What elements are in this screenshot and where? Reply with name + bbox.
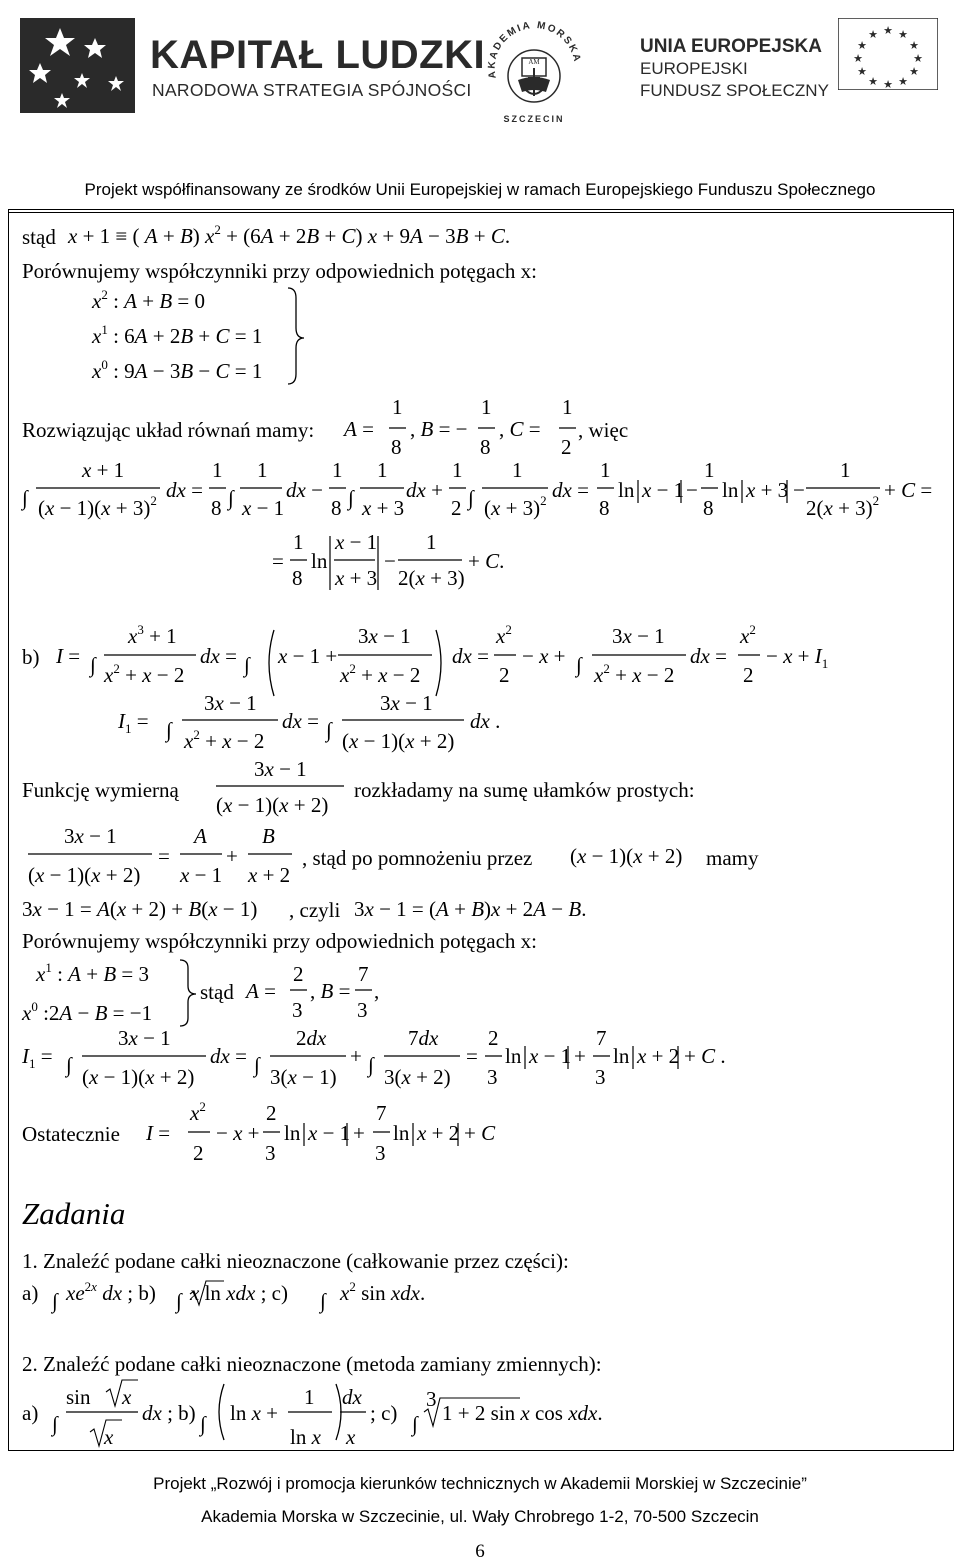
svg-text:7: 7 [596,1026,607,1050]
svg-text:dx: dx [342,1385,362,1409]
svg-text:I =: I = [56,644,81,668]
formula-integral-a-result [272,530,504,590]
stad-po-label: , stąd po pomnożeniu przez [302,846,533,870]
svg-text:2(x + 3): 2(x + 3) [398,566,465,590]
svg-text:dx =: dx = [166,478,203,502]
svg-text:★: ★ [857,39,867,52]
task-2-integrals [22,1380,603,1449]
task-1-text: 1. Znaleźć podane całki nieoznaczone (całkowanie przez części): [22,1249,569,1273]
svg-text:x − 1: x − 1 [180,863,223,887]
svg-text:dx =: dx = [210,1044,247,1068]
svg-text:2(x + 3)2: $2(x + 3)^2$ [806,493,880,520]
svg-text:★: ★ [909,39,919,52]
svg-text:1: 1 [293,530,304,554]
svg-text:★: ★ [868,28,878,41]
page-number: 6 [475,1541,485,1562]
kapital-ludzki-title: KAPITAŁ LUDZKI [150,33,486,77]
svg-text:ln: ln [505,1044,522,1068]
svg-text:1: 1 [212,458,223,482]
svg-text:dx =: dx = [552,478,589,502]
svg-text:2: 2 [193,1141,204,1165]
svg-text:2: 2 [499,663,510,687]
svg-text:B: B [262,824,275,848]
svg-text:3: 3 [487,1065,498,1089]
svg-text:★: ★ [853,52,863,65]
svg-text:∫: ∫ [320,1289,326,1313]
svg-text:x1 : A + B = 3: $x^1$ : A + B = 3 [36,960,150,986]
rozkladamy-label: rozkładamy na sumę ułamków prostych: [354,778,695,802]
svg-text:ln: ln [618,478,635,502]
svg-text:x + 3: x + 3 [746,478,789,502]
svg-text:x − 1: x − 1 [242,496,285,520]
footer-project-line: Projekt „Rozwój i promocja kierunków technicznych w Akademii Morskiej w Szczecinie” [153,1474,807,1493]
svg-text:x + 1 ≡ ( A + B) x2 + (6A +: x + 1 ≡ ( A + B) $x^2 + (6A + 2B + C) x + 9A - 3B + C$. [68,222,511,248]
svg-text:∫: ∫ [576,653,582,677]
svg-text:3: 3 [375,1141,386,1165]
eu-line1: UNIA EUROPEJSKA [640,36,822,57]
svg-text:x2 + x − 2: $x^2 + x - 2$ [340,661,421,687]
svg-text:,: , [374,979,380,1003]
svg-text:(x + 3)2: $(x + 3)^2$ [484,493,547,520]
svg-text:(x − 1)(x + 2): (x − 1)(x + 2) [28,863,141,887]
svg-text:1: 1 [600,458,611,482]
kapital-ludzki-subtitle: NARODOWA STRATEGIA SPÓJNOŚCI [152,80,472,100]
svg-text:− x + I1: − $x + I_1$ [766,644,829,671]
svg-text:x3 + 1: $x^3 + 1$ [128,622,177,648]
formula-integral-b [55,622,828,696]
svg-text:3(x + 2): 3(x + 2) [384,1065,451,1089]
svg-text:x: x [122,1385,132,1409]
svg-text:1: 1 [377,458,388,482]
svg-text:+: + [350,1044,362,1068]
svg-text:★: ★ [883,24,893,37]
svg-text:∫: ∫ [66,1053,72,1077]
czyli-label: , czyli [289,898,341,922]
svg-text:ln x +: ln x + [230,1401,279,1425]
svg-text:3x − 1: 3x − 1 [254,757,307,781]
svg-text:3: 3 [357,998,368,1022]
svg-text:∫: ∫ [326,718,332,742]
part-b-label: b) [22,645,40,669]
svg-text:x2 : A + B = 0: $x^2$ : A + B = 0 [92,287,206,313]
svg-text:x2 + x − 2: $x^2 + x - 2$ [104,661,185,687]
svg-text:3x − 1: 3x − 1 [204,691,257,715]
svg-text:AM: AM [528,58,540,66]
svg-text:(x − 1)(x + 3)2: $(x - 1)(x + 3)^2$ [38,493,157,520]
svg-text:dx =: dx = [200,644,237,668]
formula-i1-result [21,1026,726,1089]
wiec-label: , więc [578,418,629,442]
svg-text:x + 3: x + 3 [335,566,378,590]
svg-text:I1 =: $I_1$ = [118,709,149,736]
svg-text:(x − 1)(x + 2): (x − 1)(x + 2) [342,729,455,753]
svg-text:ln: ln [613,1044,630,1068]
svg-text:1: 1 [392,395,403,419]
svg-text:7dx: 7dx [408,1026,439,1050]
svg-text:dx −: dx − [286,478,323,502]
svg-text:ln: ln [393,1121,410,1145]
svg-text:8: 8 [599,496,610,520]
svg-text:★: ★ [898,75,908,88]
svg-text:2: 2 [561,435,572,459]
formula-partial-fractions [28,824,682,887]
svg-text:dx ; b): dx ; b) [142,1401,196,1425]
task-1-integrals [22,1279,425,1314]
project-cofinancing-line: Projekt współfinansowany ze środków Unii Europejskiej w ramach Europejskiego Funduszu Społecznego [84,180,876,199]
svg-text:★: ★ [857,65,867,78]
svg-text:+ C: + C [464,1121,496,1145]
svg-text:1: 1 [257,458,268,482]
svg-text:∫: ∫ [348,486,354,510]
svg-text:∫: ∫ [368,1053,374,1077]
svg-text:1: 1 [426,530,437,554]
svg-text:+ C .: + C . [684,1044,726,1068]
svg-text:★: ★ [909,65,919,78]
porownujemy-line: Porównujemy współczynniki przy odpowiednich potęgach x: [22,259,537,283]
svg-text:+: + [353,1121,365,1145]
svg-text:SZCZECIN: SZCZECIN [503,114,565,124]
formula-rational-fraction [216,757,344,817]
svg-text:3x − 1 = (A + B)x + 2A − B.: 3x − 1 = (A + B)x + 2A − B. [354,897,587,921]
svg-text:1: 1 [332,458,343,482]
svg-text:∫: ∫ [166,718,172,742]
svg-text:ln: ln [311,549,328,573]
formula-i1 [117,691,500,753]
svg-text:=: = [158,844,170,868]
svg-text:x − 1: x − 1 [308,1121,351,1145]
svg-text:x − 1: x − 1 [529,1044,572,1068]
svg-text:1: 1 [481,395,492,419]
svg-text:dx =: dx = [282,709,319,733]
svg-text:−: − [384,549,396,573]
svg-text:dx .: dx . [470,709,501,733]
svg-text:x + 1: x + 1 [82,458,125,482]
svg-text:A =: A = [246,979,276,1003]
svg-text:+: + [226,844,238,868]
svg-text:2: 2 [451,496,462,520]
svg-text:I =: I = [146,1121,171,1145]
svg-text:− x +: − x + [216,1121,260,1145]
rozwiazujac-line: Rozwiązując układ równań mamy: [22,418,315,442]
svg-text:x2: $x^2$ [190,1099,206,1125]
svg-text:2: 2 [743,663,754,687]
svg-text:1 + 2 sin x cos xdx.: 1 + 2 sin x cos xdx. [442,1401,603,1425]
svg-text:1: 1 [704,458,715,482]
svg-text:∫: ∫ [254,1053,260,1077]
svg-text:A =: A = [344,417,374,441]
svg-text:7: 7 [358,962,369,986]
svg-text:3x − 1: 3x − 1 [118,1026,171,1050]
svg-text:x + 3: x + 3 [362,496,405,520]
svg-text:∫: ∫ [244,653,250,677]
svg-text:dx =: dx = [690,644,727,668]
svg-text:∫: ∫ [52,1289,58,1313]
svg-text:; c): ; c) [370,1401,398,1425]
svg-text:3: 3 [265,1141,276,1165]
svg-text:+ C.: + C. [468,549,505,573]
stad-label-2: stąd [200,980,234,1004]
svg-text:1: 1 [304,1385,315,1409]
eu-line2: EUROPEJSKI [640,59,748,78]
svg-text:3: 3 [595,1065,606,1089]
svg-text:x + 2: x + 2 [637,1044,680,1068]
svg-text:x + 2: x + 2 [248,863,291,887]
solution-abc [342,395,576,459]
svg-text:x: x [346,1425,356,1449]
svg-text:2: 2 [293,962,304,986]
svg-text:1: 1 [452,458,463,482]
svg-text:=: = [272,549,284,573]
svg-text:−: − [686,478,698,502]
svg-text:x + 2: x + 2 [417,1121,460,1145]
svg-text:∫: ∫ [90,653,96,677]
svg-text:3: 3 [426,1387,437,1411]
svg-text:7: 7 [376,1101,387,1125]
svg-text:x1 : 6A + 2B + C = 1: $x^1$ : 6A + 2B + C = 1 [92,322,263,348]
svg-text:2: 2 [266,1101,277,1125]
svg-text:3x − 1: 3x − 1 [612,624,665,648]
svg-text:2: 2 [488,1026,499,1050]
svg-text:★: ★ [883,78,893,90]
svg-text:∫: ∫ [200,1412,206,1436]
svg-text:x ln xdx ; c): x ln xdx ; c) [190,1281,288,1305]
svg-text:★: ★ [898,28,908,41]
svg-text:A: A [194,824,207,848]
formula-integral-a [20,458,932,520]
mamy-label: mamy [706,846,759,870]
svg-text:∫: ∫ [22,486,28,510]
svg-text:3x − 1 = A(x + 2) + B(x − 1): 3x − 1 = A(x + 2) + B(x − 1) [22,897,258,921]
svg-text:x − 1: x − 1 [335,530,378,554]
svg-text:1: 1 [512,458,523,482]
svg-text:(x − 1)(x + 2): (x − 1)(x + 2) [570,844,683,868]
svg-text:dx =: dx = [452,644,489,668]
svg-text:a): a) [22,1401,39,1425]
svg-text:x0 : 9A − 3B − C = 1: $x^0$ : 9A − 3B − C = 1 [92,357,263,383]
footer-address-line: Akademia Morska w Szczecinie, ul. Wały Chrobrego 1-2, 70-500 Szczecin [201,1507,759,1526]
svg-text:=: = [466,1044,478,1068]
stad-label: stąd [22,225,56,249]
ostatecznie-label: Ostatecznie [22,1122,120,1146]
svg-text:8: 8 [292,566,303,590]
funkcje-wymierna-label: Funkcję wymierną [22,778,179,802]
svg-text:∫: ∫ [468,486,474,510]
linear-system-2 [21,960,379,1026]
svg-text:dx +: dx + [406,478,443,502]
svg-text:+: + [574,1044,586,1068]
svg-text:x − 1 +: x − 1 + [278,644,338,668]
svg-text:sin: sin [66,1385,91,1409]
svg-text:∫: ∫ [412,1412,418,1436]
svg-text:★: ★ [913,52,923,65]
formula-expansion [22,897,586,921]
svg-text:8: 8 [703,496,714,520]
svg-text:3x − 1: 3x − 1 [380,691,433,715]
svg-text:8: 8 [211,496,222,520]
svg-text:, B =: , B = [310,979,351,1003]
porownujemy-line-2: Porównujemy współczynniki przy odpowiednich potęgach x: [22,929,537,953]
svg-text:, B = −: , B = − [410,417,468,441]
svg-text:x2 + x − 2: $x^2 + x - 2$ [594,661,675,687]
svg-text:8: 8 [480,435,491,459]
formula-final-i [145,1099,496,1165]
svg-text:a): a) [22,1281,39,1305]
svg-text:− x +: − x + [522,644,566,668]
svg-text:2dx: 2dx [296,1026,327,1050]
svg-text:8: 8 [331,496,342,520]
svg-text:3(x − 1): 3(x − 1) [270,1065,337,1089]
svg-text:−: − [793,478,805,502]
svg-text:3x − 1: 3x − 1 [64,824,117,848]
linear-system-1 [91,287,304,384]
zadania-heading: Zadania [22,1196,126,1231]
svg-text:★: ★ [868,75,878,88]
svg-text:I1 =: $I_1$ = [22,1044,53,1071]
svg-text:x: x [104,1425,114,1449]
svg-text:∫: ∫ [176,1289,182,1313]
svg-text:ln: ln [722,478,739,502]
formula-identity [67,222,510,248]
svg-text:3: 3 [292,998,303,1022]
svg-text:ln: ln [284,1121,301,1145]
svg-text:x2: $x^2$ [740,622,756,648]
svg-text:+ C =: + C = [884,478,933,502]
svg-text:xe2x dx ; b): $xe^2x$ dx ; b) [66,1279,156,1305]
svg-text:x2 + x − 2: $x^2 + x - 2$ [184,727,265,753]
task-2-text: 2. Znaleźć podane całki nieoznaczone (metoda zamiany zmiennych): [22,1352,602,1376]
svg-text:(x − 1)(x + 2): (x − 1)(x + 2) [216,793,329,817]
svg-text:∫: ∫ [52,1412,58,1436]
svg-text:ln x: ln x [290,1425,321,1449]
svg-text:x − 1: x − 1 [642,478,685,502]
svg-text:1: 1 [840,458,851,482]
svg-text:8: 8 [391,435,402,459]
svg-text:1: 1 [562,395,573,419]
svg-text:AKADEMIA MORSKA: AKADEMIA MORSKA [486,19,583,80]
svg-text:x0 :2A − B = −1: $x^0$ :2A − B = −1 [22,999,153,1025]
svg-text:x2 sin xdx.: $x^2$ sin xdx. [340,1279,426,1305]
svg-text:(x − 1)(x + 2): (x − 1)(x + 2) [82,1065,195,1089]
svg-text:x2: $x^2$ [496,622,512,648]
svg-text:∫: ∫ [228,486,234,510]
eu-line3: FUNDUSZ SPOŁECZNY [640,81,829,100]
svg-text:3x − 1: 3x − 1 [358,624,411,648]
svg-text:, C =: , C = [499,417,541,441]
